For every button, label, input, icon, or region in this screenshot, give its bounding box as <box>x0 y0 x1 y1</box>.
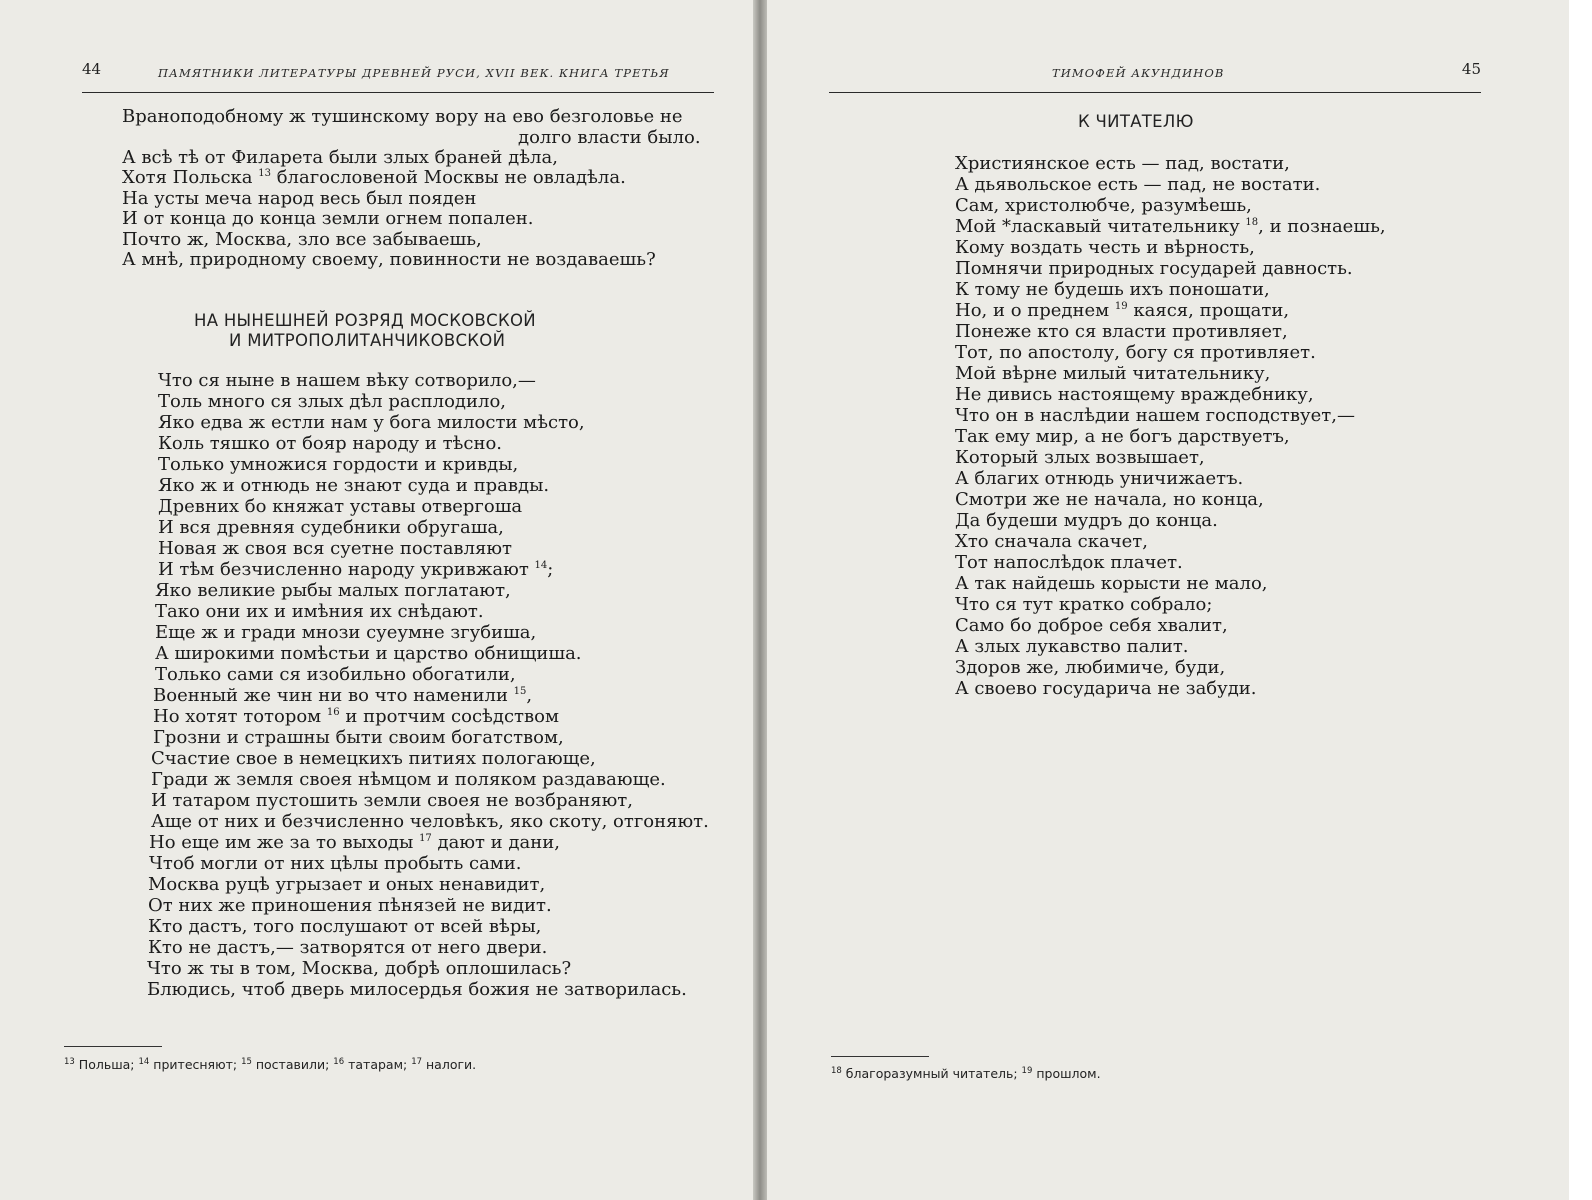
poem-line: Только сами ся изобильно обогатили, <box>155 664 516 685</box>
poem-line: Что он в наслѣдии нашем господствует,— <box>955 405 1355 426</box>
poem-line: Только умножися гордости и кривды, <box>158 454 519 475</box>
book-gutter <box>753 0 767 1200</box>
poem-line: А так найдешь корысти не мало, <box>955 573 1268 594</box>
poem-line: Яко ж и отнюдь не знают суда и правды. <box>158 475 550 496</box>
footnote-ref: 17 <box>419 833 432 844</box>
poem-line: А всѣ тѣ от Филарета были злых браней дѣла, <box>122 147 558 168</box>
poem-line: Кто не дастъ,— затворятся от него двери. <box>148 937 548 958</box>
poem-line: Мой *ласкавый читательнику $^{18}$, и познаешь, <box>955 216 1386 237</box>
poem-line: Счастие свое в немецкихъ питиях пологающе, <box>151 748 596 769</box>
footnotes: $^{13}$ Польша; $^{14}$ притесняют; $^{15}$ поставили; $^{16}$ татарам; $^{17}$ налоги. <box>64 1056 477 1072</box>
footnote-ref: 15 <box>513 686 527 697</box>
poem-line: Помнячи природных государей давность. <box>955 258 1353 279</box>
poem-line: Хотя Польска $^{13}$ благословеной Москвы не овладѣла. <box>122 167 626 188</box>
poem-line: Так ему мир, а не богъ дарствуетъ, <box>955 426 1290 447</box>
poem-line: Москва руцѣ угрызает и оных ненавидит, <box>148 874 546 895</box>
poem-line: А благих отнюдь уничижаетъ. <box>955 468 1244 489</box>
poem-line: Само бо доброе себя хвалит, <box>955 615 1228 636</box>
footnote-ref: 19 <box>1114 301 1128 312</box>
poem-line: Смотри же не начала, но конца, <box>955 489 1264 510</box>
poem-line: Но еще им же за то выходы $^{17}$ дают и дани, <box>149 832 560 853</box>
poem-line: Сам, христолюбче, разумѣешь, <box>955 195 1252 216</box>
poem-line: А широкими помѣстьи и царство обнищиша. <box>155 643 582 664</box>
poem-line: Яко едва ж естли нам у бога милости мѣсто, <box>158 412 585 433</box>
poem-line: Который злых возвышает, <box>955 447 1205 468</box>
poem-line: Толь много ся злых дѣл расплодило, <box>158 391 507 412</box>
poem-line: Християнское есть — пад, востати, <box>955 153 1290 174</box>
poem-line: Что ся ныне в нашем вѣку сотворило,— <box>158 370 536 391</box>
poem-line: Почто ж, Москва, зло все забываешь, <box>122 229 482 250</box>
footnote-ref: 13 <box>258 168 271 179</box>
poem-line: Яко великие рыбы малых поглатают, <box>155 580 511 601</box>
poem-line: Аще от них и безчисленно человѣкъ, яко скоту, отгоняют. <box>151 811 709 832</box>
poem-line: Понеже кто ся власти противляет, <box>955 321 1288 342</box>
poem-line: Хто сначала скачет, <box>955 531 1148 552</box>
section-heading-line1: НА НЫНЕШНЕЙ РОЗРЯД МОСКОВСКОЙ <box>194 311 536 330</box>
poem-line: Гради ж земля своея нѣмцом и поляком раздавающе. <box>151 769 666 790</box>
poem-line: Военный же чин ни во что наменили $^{15}$, <box>153 685 533 706</box>
poem-line: Новая ж своя вся суетне поставляют <box>158 538 512 559</box>
poem-line: Что ся тут кратко собрало; <box>955 594 1213 615</box>
running-head-title: ПАМЯТНИКИ ЛИТЕРАТУРЫ ДРЕВНЕЙ РУСИ, XVII ВЕК. КНИГА ТРЕТЬЯ <box>158 66 670 80</box>
poem-line: А мнѣ, природному своему, повинности не воздаваешь? <box>122 249 656 270</box>
poem-line: Тот напослѣдок плачет. <box>955 552 1183 573</box>
poem-line: И тѣм безчисленно народу укривжают $^{14}$; <box>158 559 554 580</box>
poem-line: И вся древняя судебники обругаша, <box>158 517 504 538</box>
section-heading-line2: И МИТРОПОЛИТАНЧИКОВСКОЙ <box>229 331 506 350</box>
poem-line: Чтоб могли от них цѣлы пробыть сами. <box>149 853 522 874</box>
poem-line: Но хотят тотором $^{16}$ и протчим сосѣдством <box>153 706 559 727</box>
poem-line: А злых лукавство палит. <box>955 636 1189 657</box>
page-number: 45 <box>1461 60 1481 78</box>
section-heading: К ЧИТАТЕЛЮ <box>1078 112 1194 131</box>
running-head-title: ТИМОФЕЙ АКУНДИНОВ <box>1052 66 1225 80</box>
poem-line: К тому не будешь ихъ поношати, <box>955 279 1270 300</box>
footnote-ref: 18 <box>1245 217 1259 228</box>
poem-line: долго власти было. <box>518 127 701 148</box>
poem-line: Еще ж и гради мнози суеумне згубиша, <box>155 622 537 643</box>
poem-line: Да будеши мудръ до конца. <box>955 510 1218 531</box>
left-page <box>0 0 753 1200</box>
running-head <box>82 56 714 93</box>
poem-line: Коль тяшко от бояр народу и тѣсно. <box>158 433 503 454</box>
poem-line: А дьявольское есть — пад, не востати. <box>955 174 1321 195</box>
scan-margin <box>1569 0 1592 1200</box>
poem-line: От них же приношения пѣнязей не видит. <box>148 895 552 916</box>
poem-line: Не дивись настоящему враждебнику, <box>955 384 1314 405</box>
poem-line: Мой вѣрне милый читательнику, <box>955 363 1271 384</box>
poem-line: А своево государича не забуди. <box>955 678 1257 699</box>
poem-line: Древних бо княжат уставы отвергоша <box>158 496 523 517</box>
poem-line: На усты меча народ весь был пояден <box>122 188 477 209</box>
poem-line: Кто дастъ, того послушают от всей вѣры, <box>148 916 542 937</box>
footnote-ref: 16 <box>326 707 340 718</box>
poem-line: Но, и о преднем $^{19}$ каяся, прощати, <box>955 300 1290 321</box>
poem-line: Что ж ты в том, Москва, добрѣ оплошилась? <box>147 958 572 979</box>
footnote-rule <box>831 1056 929 1057</box>
right-page <box>767 0 1569 1200</box>
footnotes: $^{18}$ благоразумный читатель; $^{19}$ прошлом. <box>831 1065 1101 1081</box>
footnote-rule <box>64 1046 162 1047</box>
poem-line: Тако они их и имѣния их снѣдают. <box>155 601 484 622</box>
page-number: 44 <box>82 60 102 78</box>
running-head <box>829 56 1481 93</box>
poem-line: И татаром пустошить земли своея не возбраняют, <box>151 790 633 811</box>
poem-line: Блюдись, чтоб дверь милосердья божия не затворилась. <box>147 979 687 1000</box>
poem-line: Враноподобному ж тушинскому вору на ево безголовье не <box>122 106 683 127</box>
poem-line: И от конца до конца земли огнем попален. <box>122 208 534 229</box>
poem-line: Тот, по апостолу, богу ся противляет. <box>955 342 1316 363</box>
poem-line: Здоров же, любимиче, буди, <box>955 657 1226 678</box>
footnote-ref: 14 <box>534 560 548 571</box>
poem-line: Грозни и страшны быти своим богатством, <box>153 727 564 748</box>
poem-line: Кому воздать честь и вѣрность, <box>955 237 1255 258</box>
